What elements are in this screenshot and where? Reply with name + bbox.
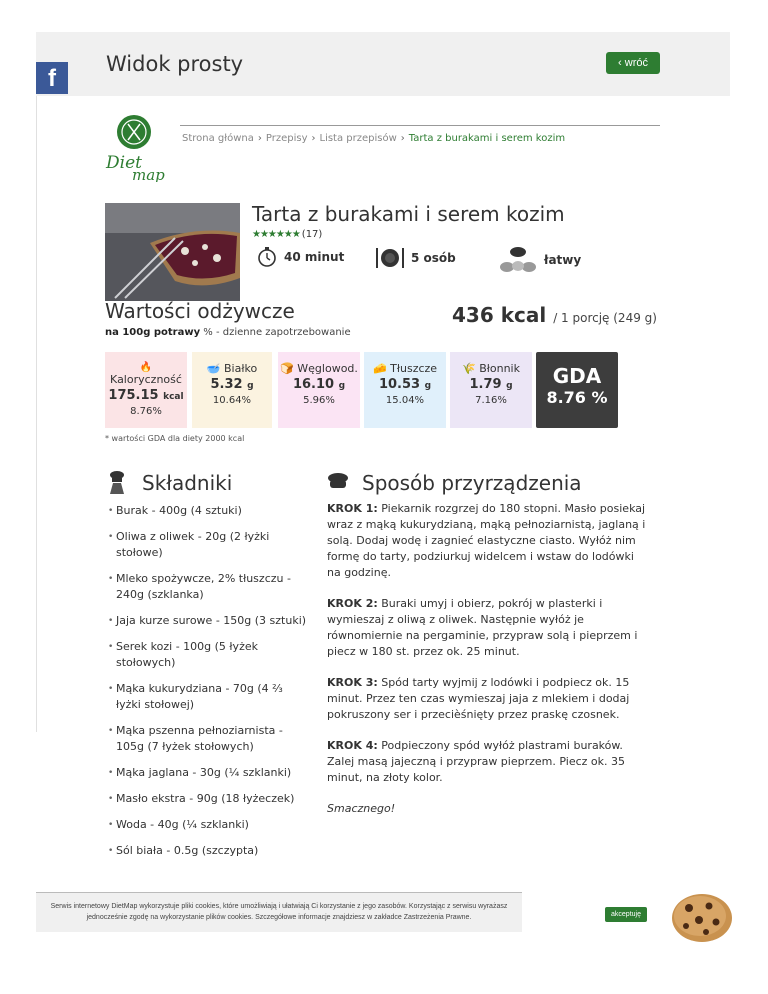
nutrient-protein	[192, 352, 272, 428]
step-1	[327, 501, 647, 581]
list-item: • Mąka jaglana - 30g (¼ szklanki)	[108, 765, 308, 781]
page-title: Widok prosty	[106, 52, 244, 76]
recipe-photo	[105, 203, 240, 301]
nutrient-pct: 7.16%	[475, 395, 507, 406]
nutrient-pct: 5.96%	[303, 395, 335, 406]
star-rating-icon: ★★★★★★	[252, 229, 300, 240]
nutrient-kcal	[105, 352, 187, 428]
cookie-banner	[36, 892, 522, 932]
servings-value: 5 osób	[411, 251, 456, 265]
list-item: • Mleko spożywcze, 2% tłuszczu - 240g (szklanka)	[108, 571, 308, 603]
difficulty	[498, 246, 581, 274]
grain-icon: 🌾	[462, 362, 476, 375]
nutrient-value: 10.53	[378, 377, 421, 392]
per100-bold: na 100g potrawy	[105, 327, 201, 338]
dietmap-logo[interactable]	[104, 110, 174, 182]
clock-icon	[256, 246, 278, 268]
bowl-icon: 🥣	[206, 362, 221, 375]
chevron-right-icon: ›	[311, 133, 316, 144]
nutrient-label: Błonnik	[479, 362, 520, 375]
list-item: • Oliwa z oliwek - 20g (2 łyżki stołowe)	[108, 529, 308, 561]
nutrient-carbs	[278, 352, 360, 428]
step-label: KROK 1:	[327, 502, 378, 515]
nutrient-label: Białko	[224, 362, 258, 375]
method-outro: Smacznego!	[327, 802, 396, 815]
kcal-total	[452, 303, 657, 327]
cheese-icon: 🧀	[372, 362, 387, 375]
bread-icon: 🍞	[280, 362, 294, 375]
servings	[375, 246, 456, 270]
breadcrumb-current[interactable]: Tarta z burakami i serem kozim	[408, 133, 566, 144]
list-item: • Sól biała - 0.5g (szczypta)	[108, 843, 308, 859]
list-item: • Masło ekstra - 90g (18 łyżeczek)	[108, 791, 308, 807]
per-portion: / 1 porcję (249 g)	[553, 311, 657, 325]
prep-time-value: 40 minut	[284, 250, 345, 264]
breadcrumb-recipes[interactable]: Przepisy	[265, 133, 308, 144]
per100-rest: % - dzienne zapotrzebowanie	[203, 327, 351, 338]
nutrient-fat	[364, 352, 446, 428]
step-label: KROK 3:	[327, 676, 378, 689]
list-item: • Serek kozi - 100g (5 łyżek stołowych)	[108, 639, 308, 671]
accept-cookies-button[interactable]: akceptuję	[605, 907, 647, 922]
breadcrumb-home[interactable]: Strona główna	[182, 133, 254, 144]
list-item: • Burak - 400g (4 sztuki)	[108, 503, 308, 519]
nutrient-unit: g	[424, 381, 432, 391]
back-button[interactable]: ‹ wróć	[606, 52, 660, 74]
nutrient-unit: g	[247, 381, 254, 391]
method-title: Sposób przyrządzenia	[362, 471, 582, 495]
breadcrumb-recipe-list[interactable]: Lista przepisów	[319, 133, 397, 144]
step-text: Buraki umyj i obierz, pokrój w plasterki i wymieszaj z oliwą z oliwek. Następnie wyłóż je równomiernie na pergaminie, przypraw solą i pieprzem i piecz w 180 st. przez ok. 25 minut.	[327, 597, 638, 658]
gda-label: GDA	[552, 364, 602, 388]
list-item: • Woda - 40g (¼ szklanki)	[108, 817, 308, 833]
chevron-right-icon: ›	[400, 133, 405, 144]
step-label: KROK 2:	[327, 597, 378, 610]
gda-note: * wartości GDA dla diety 2000 kcal	[105, 434, 245, 443]
cookie-icon	[664, 888, 742, 944]
gda-value: 8.76	[546, 388, 586, 407]
breadcrumb-divider	[180, 125, 660, 126]
step-text: Piekarnik rozgrzej do 180 stopni. Masło posiekaj wraz z mąką kukurydzianą, mąką pełnoziarnistą, jaglaną i solą. Dodaj wodę i zagnieć elastyczne ciasto. Wyłóż nim formę do tarty, podziurkuj widelcem i wstaw do lodówki na godzinę.	[327, 502, 646, 579]
svg-text:map: map	[132, 166, 165, 182]
step-text: Podpieczony spód wyłóż plastrami buraków. Zalej masą jajeczną i przypraw pieprzem. Piecz ok. 35 minut, na złoty kolor.	[327, 739, 625, 784]
nutrient-value: 16.10	[292, 377, 335, 392]
chef-icon	[107, 470, 127, 494]
nutrition-title: Wartości odżywcze	[105, 299, 295, 323]
step-text: Spód tarty wyjmij z lodówki i podpiecz ok. 15 minut. Przez ten czas wymieszaj jaja z mlekiem i dodaj pokruszony ser i przecièśnięty przez praskę czosnek.	[327, 676, 630, 721]
plate-cutlery-icon	[375, 246, 405, 270]
nutrient-value: 175.15	[108, 388, 159, 403]
rating-count: (17)	[301, 229, 323, 240]
per100-note	[105, 327, 351, 338]
step-4	[327, 738, 647, 786]
list-item: • Mąka kukurydziana - 70g (4 ⅔ łyżki stołowej)	[108, 681, 308, 713]
pot-icon	[326, 472, 350, 490]
ingredient-list	[108, 503, 308, 869]
step-label: KROK 4:	[327, 739, 378, 752]
chef-hat-icon	[498, 246, 538, 274]
ingredients-title: Składniki	[142, 471, 233, 495]
back-button-label: wróć	[624, 57, 648, 69]
svg-text:Diet: Diet	[106, 153, 142, 173]
gda-unit: %	[591, 388, 608, 407]
nutrient-fiber	[450, 352, 532, 428]
facebook-icon[interactable]: f	[36, 62, 68, 94]
flame-icon: 🔥	[139, 362, 153, 373]
nutrient-pct: 15.04%	[385, 395, 425, 406]
nutrient-value: 1.79	[469, 377, 502, 392]
breadcrumb	[182, 133, 565, 144]
nutrient-pct: 8.76%	[130, 406, 162, 417]
difficulty-value: łatwy	[544, 253, 582, 267]
kcal-total-value: 436 kcal	[452, 303, 547, 327]
nutrient-label: Kaloryczność	[110, 373, 182, 386]
list-item: • Mąka pszenna pełnoziarnista - 105g (7 łyżek stołowych)	[108, 723, 308, 755]
method-steps	[327, 501, 647, 832]
recipe-title: Tarta z burakami i serem kozim	[252, 202, 565, 226]
nutrient-value: 5.32	[210, 377, 243, 392]
header-bar	[36, 32, 730, 96]
nutrient-unit: kcal	[163, 392, 184, 402]
nutrient-pct: 10.64%	[212, 395, 252, 406]
step-3	[327, 675, 647, 723]
cookie-text: Serwis internetowy DietMap wykorzystuje pliki cookies, które umożliwiają i ułatwiają Ci korzystanie z jego zasobów. Korzystając z serwisu wyrażasz jednocześnie zgodę na wykorzystanie plików cookies. Szczegółowe informacje znajdziesz w zakładce Zastrzeżenia Prawne.	[50, 903, 508, 921]
recipe-rating[interactable]	[252, 229, 322, 240]
nutrient-unit: g	[506, 381, 513, 391]
nutrient-label: Tłuszcze	[390, 362, 438, 375]
prep-time	[256, 246, 344, 268]
step-2	[327, 596, 647, 660]
gda-box	[536, 352, 618, 428]
nutrient-label: Węglowod.	[297, 362, 358, 375]
nutrient-unit: g	[338, 381, 346, 391]
list-item: • Jaja kurze surowe - 150g (3 sztuki)	[108, 613, 308, 629]
chevron-right-icon: ›	[257, 133, 262, 144]
